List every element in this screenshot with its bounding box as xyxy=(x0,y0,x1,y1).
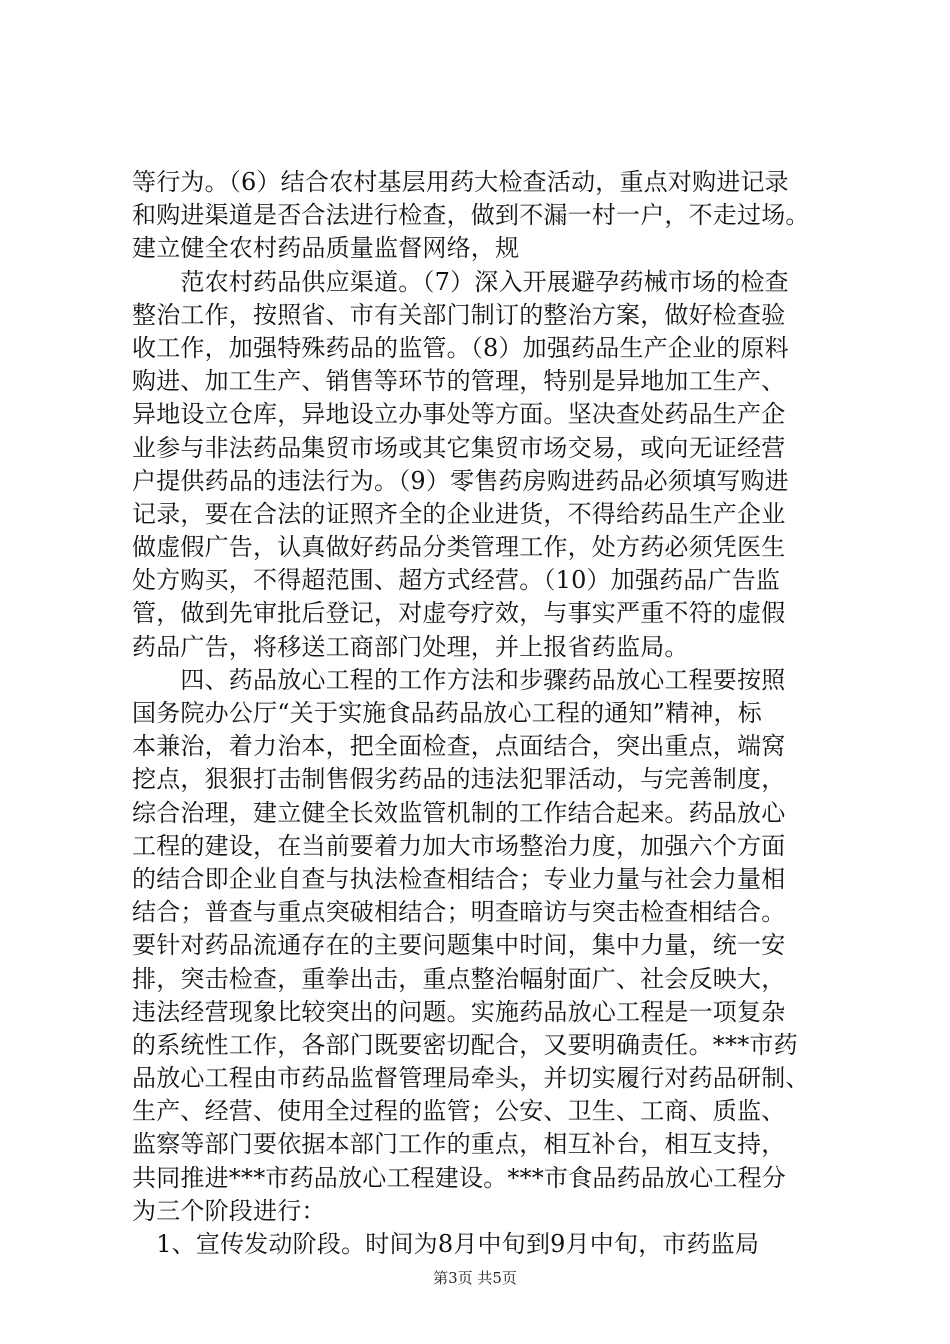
text-line: 违法经营现象比较突出的问题。实施药品放心工程是一项复杂 xyxy=(132,997,786,1026)
text-line: 国务院办公厅“关于实施食品药品放心工程的通知”精神，标 xyxy=(132,699,762,727)
text-line: 药品广告，将移送工商部门处理，并上报省药监局。 xyxy=(132,632,689,661)
body-text xyxy=(132,166,844,1261)
text-line: 共同推进***市药品放心工程建设。***市食品药品放心工程分 xyxy=(132,1163,786,1192)
text-line: 记录，要在合法的证照齐全的企业进货，不得给药品生产企业 xyxy=(132,499,786,528)
text-line: 管，做到先审批后登记，对虚夸疗效，与事实严重不符的虚假 xyxy=(132,599,786,628)
text-line: 异地设立仓库，异地设立办事处等方面。坚决查处药品生产企 xyxy=(132,400,786,429)
text-line: 四、药品放心工程的工作方法和步骤药品放心工程要按照 xyxy=(132,665,786,694)
text-line: 本兼治，着力治本，把全面检查，点面结合，突出重点，端窝 xyxy=(132,732,786,761)
text-line: 1、宣传发动阶段。时间为8月中旬到9月中旬，市药监局 xyxy=(132,1230,760,1258)
text-line: 综合治理，建立健全长效监管机制的工作结合起来。药品放心 xyxy=(132,798,786,827)
text-line: 的结合即企业自查与执法检查相结合；专业力量与社会力量相 xyxy=(132,864,786,893)
text-line: 范农村药品供应渠道。（7）深入开展避孕药械市场的检查 xyxy=(132,267,789,296)
text-line: 的系统性工作，各部门既要密切配合，又要明确责任。***市药 xyxy=(132,1030,798,1059)
text-line: 购进、加工生产、销售等环节的管理，特别是异地加工生产、 xyxy=(132,367,786,396)
text-line: 和购进渠道是否合法进行检查，做到不漏一村一户，不走过场。 xyxy=(132,201,810,230)
text-line: 工程的建设，在当前要着力加大市场整治力度，加强六个方面 xyxy=(132,831,786,860)
text-line: 结合；普查与重点突破相结合；明查暗访与突击检查相结合。 xyxy=(132,898,786,927)
text-line: 排，突击检查，重拳出击，重点整治幅射面广、社会反映大， xyxy=(132,964,786,993)
text-line: 品放心工程由市药品监督管理局牵头，并切实履行对药品研制、 xyxy=(132,1064,810,1093)
text-line: 建立健全农村药品质量监督网络，规 xyxy=(132,234,520,263)
page-footer: 第3页 共5页 xyxy=(433,1269,517,1287)
text-line: 做虚假广告，认真做好药品分类管理工作，处方药必须凭医生 xyxy=(132,533,786,562)
text-line: 挖点，狠狠打击制售假劣药品的违法犯罪活动，与完善制度， xyxy=(132,765,786,794)
text-line: 业参与非法药品集贸市场或其它集贸市场交易，或向无证经营 xyxy=(132,433,786,462)
text-line: 生产、经营、使用全过程的监管；公安、卫生、工商、质监、 xyxy=(132,1097,786,1126)
text-line: 整治工作，按照省、市有关部门制订的整治方案，做好检查验 xyxy=(132,300,786,329)
text-line: 收工作，加强特殊药品的监管。（8）加强药品生产企业的原料 xyxy=(132,333,789,362)
text-line: 处方购买，不得超范围、超方式经营。（10）加强药品广告监 xyxy=(132,566,781,595)
text-line: 监察等部门要依据本部门工作的重点，相互补台，相互支持， xyxy=(132,1130,786,1159)
text-line: 为三个阶段进行： xyxy=(132,1196,326,1225)
text-line: 要针对药品流通存在的主要问题集中时间，集中力量，统一安 xyxy=(132,931,786,960)
text-line: 户提供药品的违法行为。（9）零售药房购进药品必须填写购进 xyxy=(132,466,789,495)
text-line: 等行为。（6）结合农村基层用药大检查活动，重点对购进记录 xyxy=(132,168,789,196)
